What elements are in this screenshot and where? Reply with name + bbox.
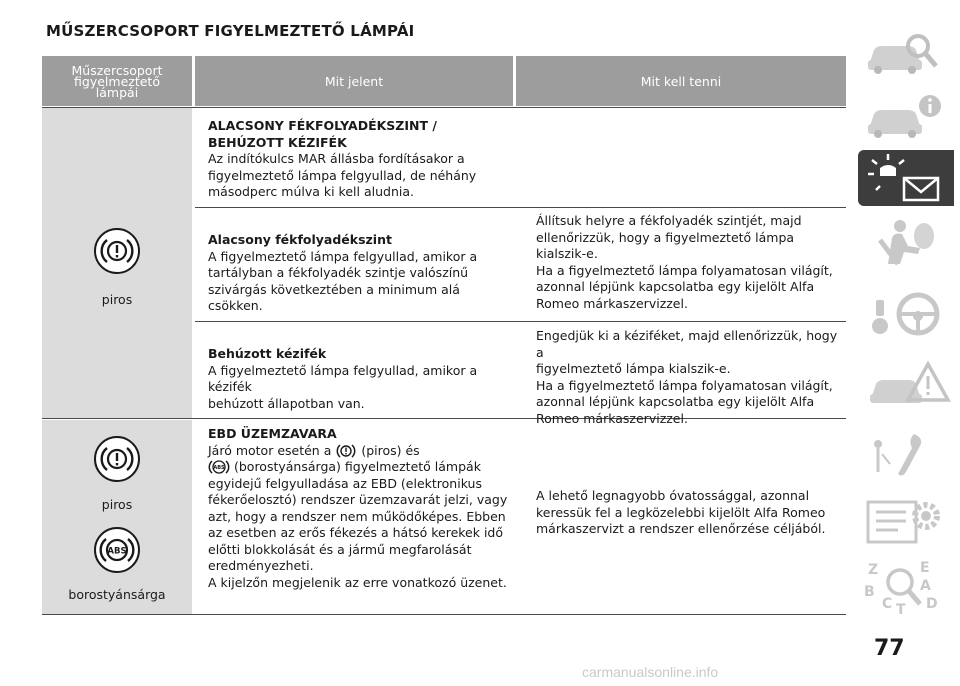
- svg-text:E: E: [920, 560, 930, 576]
- svg-text:ABS: ABS: [213, 465, 225, 471]
- row-text-line: szivárgás következtében a minimum alá csökken.: [208, 281, 460, 313]
- row-text: (borostyánsárga) figyelmeztető lámpák: [233, 459, 481, 474]
- row-heading: BEHÚZOTT KÉZIFÉK: [208, 134, 347, 150]
- airbag-seat-icon: [858, 214, 954, 270]
- row-text-line: [208, 459, 528, 476]
- action-handbrake-engaged: [536, 328, 846, 427]
- header-col1-line1: Műszercsoport: [71, 62, 163, 78]
- row-divider: [42, 107, 846, 108]
- page-number: 77: [874, 636, 905, 661]
- car-crash-warning-icon: [858, 356, 954, 412]
- car-info-icon: [858, 88, 954, 144]
- action-text-line: keressük fel a legközelebbi kijelölt Alfa Romeo: [536, 504, 826, 520]
- row-text-line: fékerőelosztó) rendszer üzemzavarát jelzi, vagy: [208, 492, 508, 507]
- row-text-line: [208, 443, 528, 460]
- row-text-line: A figyelmeztető lámpa felgyullad, amikor a kézifék: [208, 362, 478, 394]
- brake-warning-icon: [94, 436, 140, 482]
- action-text-line: kialszik-e.: [536, 246, 598, 261]
- watermark[interactable]: carmanualsonline.info: [582, 664, 719, 680]
- row-text-line: egyidejű felgyulladása az EBD (elektronikus: [208, 475, 482, 491]
- tab-wrench[interactable]: [858, 426, 954, 482]
- row-handbrake-engaged: [208, 346, 518, 412]
- action-text-line: márkaszervizt a rendszer ellenőrzése céljából.: [536, 521, 826, 536]
- action-text-line: Romeo márkaszervizzel.: [536, 295, 688, 311]
- row-text-line: eredményezheti.: [208, 558, 314, 573]
- warning-lights-icon: [858, 150, 954, 206]
- action-text-line: Állítsuk helyre a fékfolyadék szintjét, majd: [536, 213, 802, 228]
- action-text-line: Ha a figyelmeztető lámpa folyamatosan világít,: [536, 377, 833, 393]
- action-text-line: azonnal lépjünk kapcsolatba egy kijelölt Alfa: [536, 279, 815, 294]
- row-heading: Alacsony fékfolyadékszint: [208, 232, 392, 247]
- row-heading: EBD ÜZEMZAVARA: [208, 426, 337, 441]
- row-text-line: az esetben az erős fékezés a hátsó kerekek idő: [208, 525, 504, 540]
- row-divider: [195, 207, 846, 208]
- tab-specs-gear[interactable]: [858, 492, 954, 548]
- header-action: Mit kell tenni: [516, 56, 846, 106]
- row-text-line: azt, hogy a rendszer nem működőképes. Ebben: [208, 508, 506, 524]
- abs-warning-icon: [94, 527, 140, 573]
- svg-text:D: D: [926, 596, 938, 612]
- svg-text:Z: Z: [868, 562, 879, 578]
- row-text-line: tartályban a fékfolyadék szintje valószínű: [208, 265, 469, 280]
- row-text: (piros) és: [361, 442, 420, 458]
- row-text-line: behúzott állapotban van.: [208, 395, 365, 411]
- action-text-line: ellenőrizzük, hogy a figyelmeztető lámpa: [536, 229, 795, 245]
- car-search-icon: [858, 26, 954, 82]
- svg-text:A: A: [920, 578, 931, 594]
- header-meaning: Mit jelent: [195, 56, 513, 106]
- row-text: Járó motor esetén a: [208, 442, 332, 458]
- tab-steering-ignition[interactable]: [858, 286, 954, 342]
- tab-alphabet-index[interactable]: [858, 556, 954, 618]
- row-heading: Behúzott kézifék: [208, 346, 327, 361]
- alphabet-index-icon: [858, 556, 954, 618]
- header-col1-line3: lámpái: [95, 84, 139, 100]
- row-heading: ALACSONY FÉKFOLYADÉKSZINT /: [208, 118, 437, 133]
- row-text-line: előtti blokkolását és a jármű megfarolását: [208, 541, 472, 557]
- tab-airbag-seat[interactable]: [858, 214, 954, 270]
- header-col1-line2: figyelmeztető: [74, 73, 160, 89]
- steering-ignition-icon: [858, 286, 954, 342]
- brake-warning-inline-icon: [335, 443, 357, 459]
- action-text-line: Ha a figyelmeztető lámpa folyamatosan világít,: [536, 262, 833, 278]
- row-text-line: figyelmeztető lámpa felgyullad, de néhány: [208, 167, 477, 183]
- icon-color-label: piros: [101, 292, 133, 307]
- svg-text:ABS: ABS: [107, 546, 127, 557]
- svg-text:B: B: [864, 584, 875, 600]
- action-ebd-failure: [536, 488, 851, 538]
- row-text-line: A kijelzőn megjelenik az erre vonatkozó üzenet.: [208, 574, 507, 590]
- specs-gear-icon: [858, 492, 954, 548]
- action-text-line: Romeo márkaszervizzel.: [536, 410, 688, 426]
- header-warning-lights: [42, 56, 192, 106]
- row-text-line: Az indítókulcs MAR állásba fordításakor a: [208, 151, 465, 166]
- row-text-line: A figyelmeztető lámpa felgyullad, amikor a: [208, 248, 478, 264]
- icon-color-label: borostyánsárga: [68, 587, 166, 602]
- row-text-line: másodperc múlva ki kell aludnia.: [208, 184, 414, 199]
- action-text-line: azonnal lépjünk kapcsolatba egy kijelölt Alfa: [536, 394, 815, 409]
- svg-text:T: T: [896, 602, 906, 618]
- wrench-icon: [858, 426, 954, 482]
- action-low-brake-fluid: [536, 213, 846, 312]
- action-text-line: A lehető legnagyobb óvatossággal, azonnal: [536, 488, 810, 503]
- page-title: MŰSZERCSOPORT FIGYELMEZTETŐ LÁMPÁI: [46, 22, 415, 40]
- tab-car-search[interactable]: [858, 26, 954, 82]
- tab-car-info[interactable]: [858, 88, 954, 144]
- action-text-line: figyelmeztető lámpa kialszik-e.: [536, 361, 731, 376]
- row-low-brake-fluid: [208, 232, 518, 315]
- row-ebd-failure: [208, 426, 528, 591]
- brake-warning-icon: [94, 228, 140, 274]
- icon-color-label: piros: [101, 497, 133, 512]
- action-text-line: Engedjük ki a kéziféket, majd ellenőrizzük, hogy a: [536, 328, 838, 360]
- row-divider: [195, 321, 846, 322]
- row-low-fluid-handbrake: [208, 118, 518, 201]
- svg-text:C: C: [882, 596, 893, 612]
- abs-inline-icon: [208, 459, 230, 475]
- tab-car-crash-warning[interactable]: [858, 356, 954, 412]
- table-bottom-rule: [42, 614, 846, 615]
- tab-warning-lights[interactable]: [858, 150, 954, 206]
